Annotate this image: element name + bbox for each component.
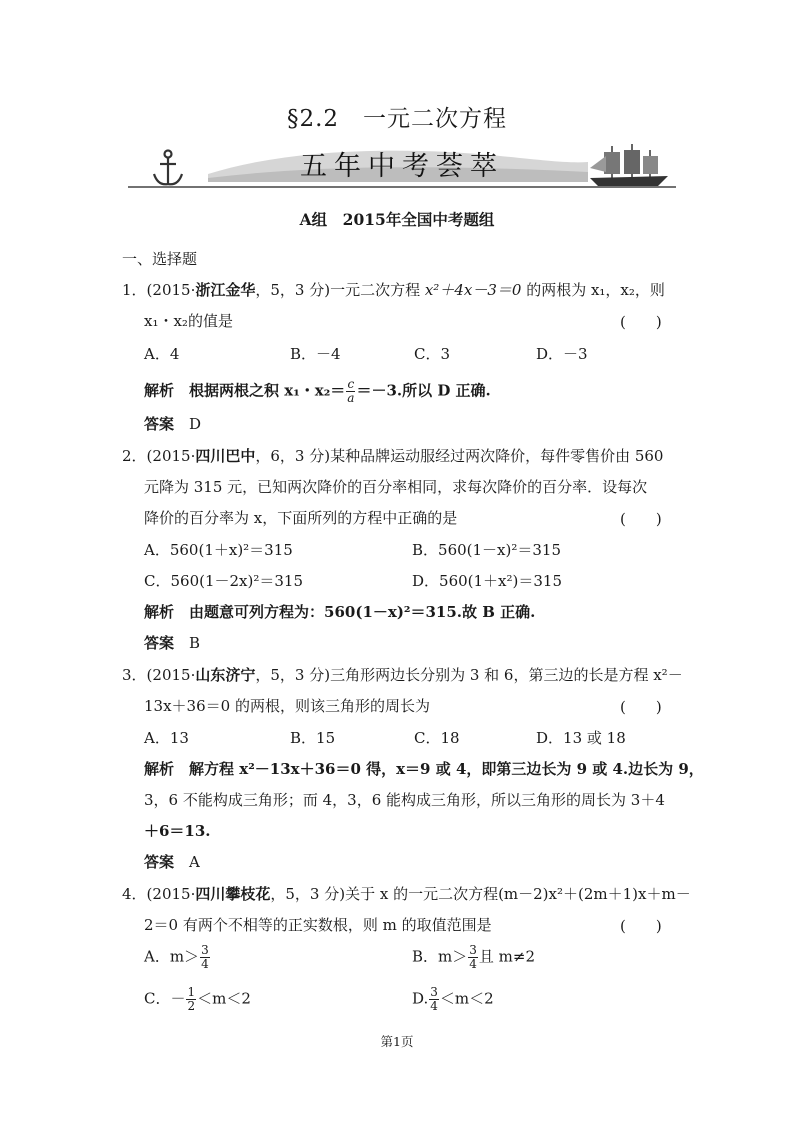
page-number: 第1页 bbox=[380, 1034, 414, 1049]
q2-analysis: 解析 由题意可列方程为：560(1－x)²＝315.故 B 正确. bbox=[144, 603, 536, 621]
q3-analysis-line3: ＋6＝13. bbox=[144, 822, 211, 840]
q2-answer-blank: ( ) bbox=[620, 510, 662, 528]
q3-analysis-line2: 3，6 不能构成三角形；而 4，3，6 能构成三角形，所以三角形的周长为 3＋4 bbox=[144, 791, 665, 809]
q1-stem-line2: x₁・x₂的值是 bbox=[144, 312, 233, 330]
q4-option-c: C．－ $\frac{1}{2}$ ＜m＜2 bbox=[144, 985, 251, 1013]
q1-option-b: B．－4 bbox=[290, 345, 341, 363]
q4-answer-blank: ( ) bbox=[620, 917, 662, 935]
q1-stem-line1: 1．(2015·浙江金华，5，3 分)一元二次方程 x²＋4x－3＝0 的两根为 x₁，x₂，则 bbox=[122, 281, 665, 299]
q2-answer: 答案 B bbox=[144, 634, 201, 652]
q4-option-d: D. $\frac{3}{4}$ ＜m＜2 bbox=[412, 985, 494, 1013]
analysis-label: 解析 bbox=[144, 381, 175, 400]
q2-option-c: C．560(1－2x)²＝315 bbox=[144, 572, 304, 590]
q3-option-b: B．15 bbox=[290, 729, 336, 747]
q3-analysis-line1: 解析 解方程 x²－13x＋36＝0 得，x＝9 或 4，即第三边长为 9 或 4.边长为 9， bbox=[144, 760, 704, 778]
q4-stem-line1: 4．(2015·四川攀枝花，5，3 分)关于 x 的一元二次方程(m－2)x²＋(2m＋1)x＋m－ bbox=[122, 885, 691, 903]
page-title: §2.2 一元二次方程 bbox=[286, 106, 508, 132]
answer-label: 答案 bbox=[144, 415, 175, 433]
q3-option-d: D．13 或 18 bbox=[536, 729, 626, 747]
q4-option-a: A．m＞ $\frac{3}{4}$ bbox=[144, 943, 209, 971]
banner-title: 五年中考荟萃 bbox=[300, 151, 504, 182]
q2-option-d: D．560(1＋x²)＝315 bbox=[412, 572, 563, 590]
q2-stem-line3: 降价的百分率为 x，下面所列的方程中正确的是 bbox=[144, 509, 458, 527]
group-heading: A组 2015年全国中考题组 bbox=[299, 210, 495, 229]
q1-option-a: A．4 bbox=[144, 345, 180, 363]
q3-stem-line2: 13x＋36＝0 的两根，则该三角形的周长为 bbox=[144, 697, 430, 715]
q1-analysis: 解析 根据两根之积 x₁・x₂＝ $\frac{c}{a}$ ＝－3.所以 D 正确. bbox=[144, 377, 491, 405]
section-heading: 一、选择题 bbox=[122, 250, 198, 268]
q1-answer-blank: ( ) bbox=[620, 313, 662, 331]
q4-option-b: B．m＞ $\frac{3}{4}$ 且 m≠2 bbox=[412, 943, 535, 971]
q1-answer: 答案 D bbox=[144, 415, 202, 433]
q1-option-d: D．－3 bbox=[536, 345, 588, 363]
q3-option-c: C．18 bbox=[414, 729, 460, 747]
q3-option-a: A．13 bbox=[144, 729, 189, 747]
q2-option-a: A．560(1＋x)²＝315 bbox=[144, 541, 293, 559]
q2-stem-line1: 2．(2015·四川巴中，6，3 分)某种品牌运动服经过两次降价，每件零售价由 560 bbox=[122, 447, 664, 465]
q4-stem-line2: 2＝0 有两个不相等的正实数根，则 m 的取值范围是 bbox=[144, 916, 492, 934]
q2-stem-line2: 元降为 315 元，已知两次降价的百分率相同，求每次降价的百分率．设每次 bbox=[144, 478, 648, 496]
q3-stem-line1: 3．(2015·山东济宁，5，3 分)三角形两边长分别为 3 和 6，第三边的长是方程 x²－ bbox=[122, 666, 683, 684]
q3-answer-blank: ( ) bbox=[620, 698, 662, 716]
q2-option-b: B．560(1－x)²＝315 bbox=[412, 541, 562, 559]
banner bbox=[128, 142, 676, 192]
q1-option-c: C．3 bbox=[414, 345, 451, 363]
q1-fraction: $\frac{c}{a}$ bbox=[347, 377, 355, 405]
q3-answer: 答案 A bbox=[144, 853, 200, 871]
